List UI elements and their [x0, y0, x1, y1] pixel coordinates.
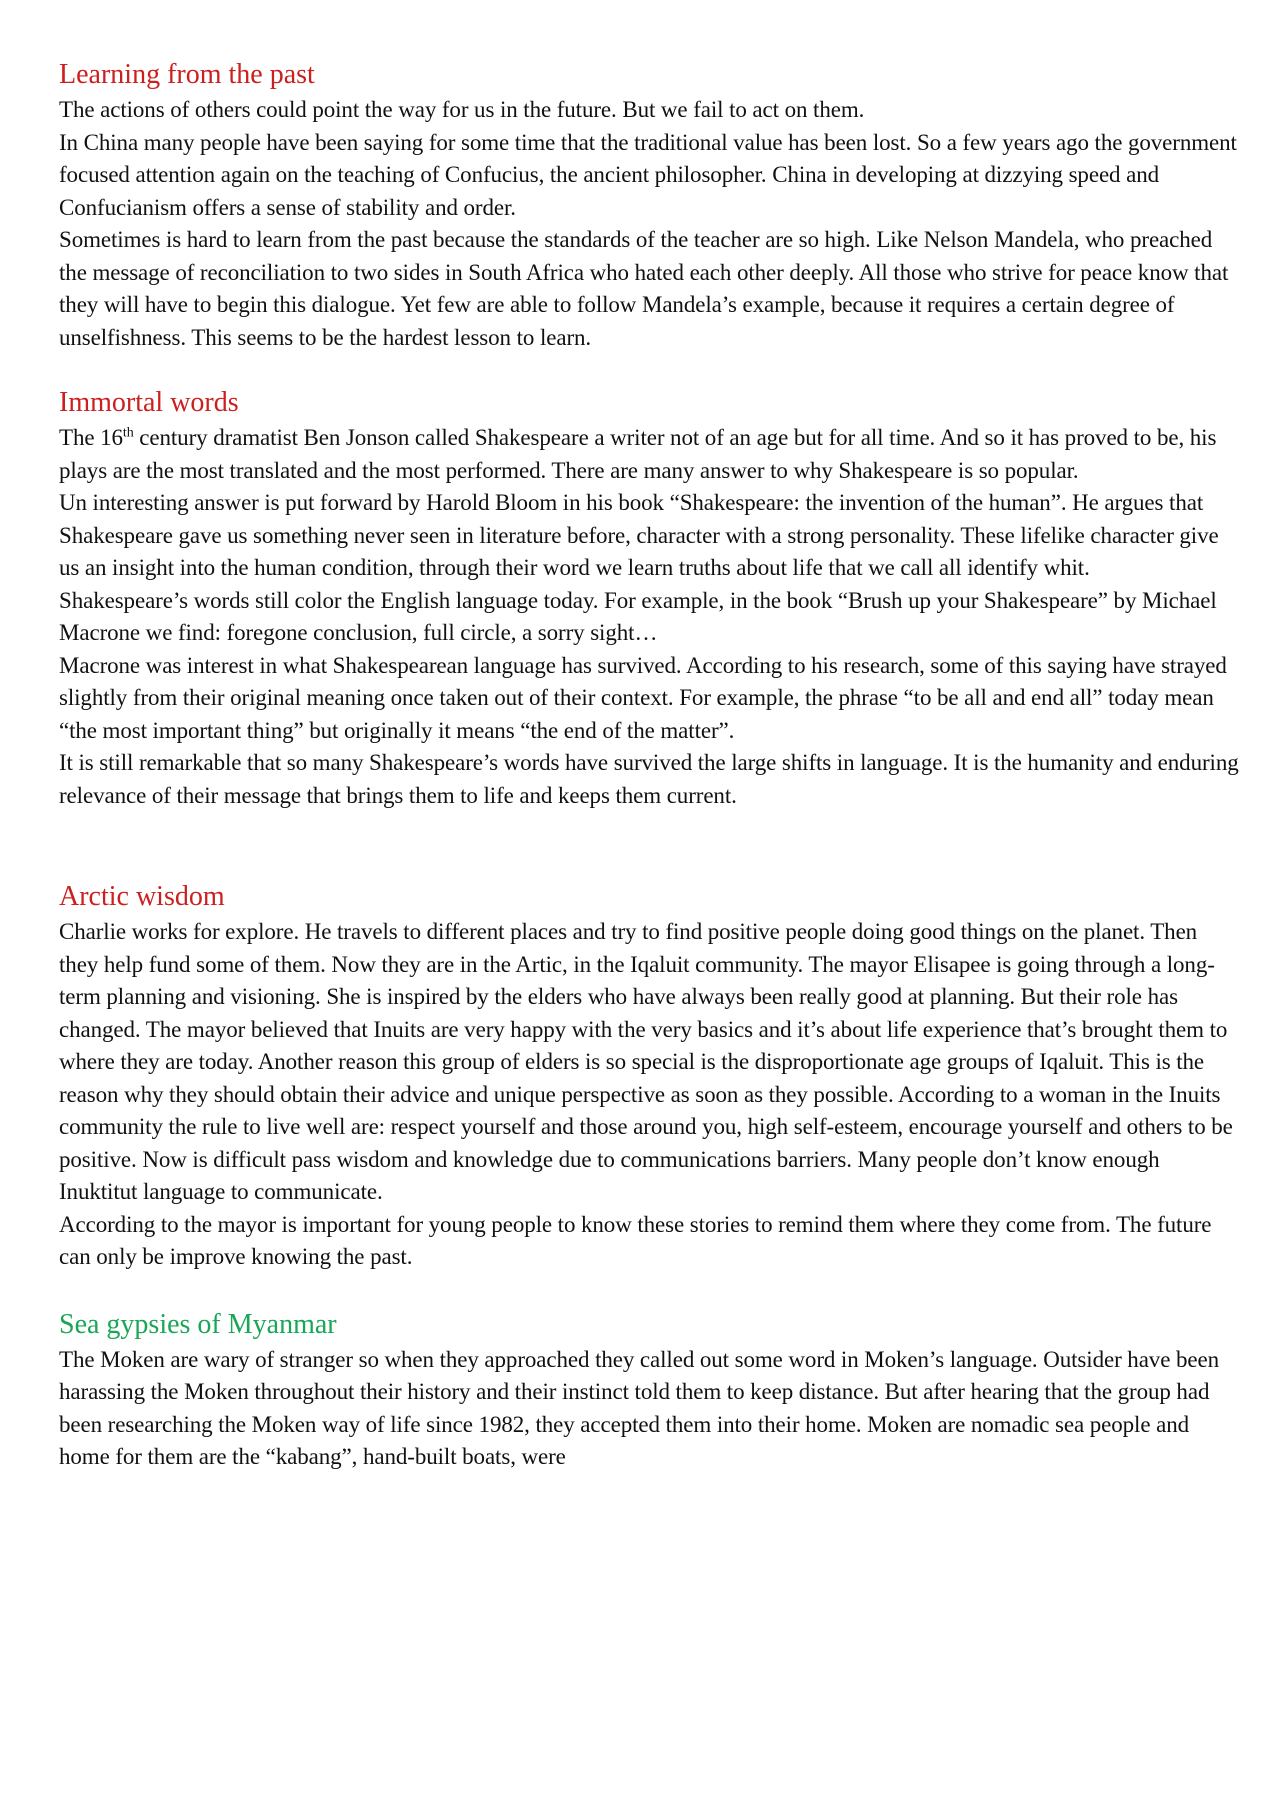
section-arctic-wisdom: [59, 878, 1239, 1274]
section-heading: Arctic wisdom: [59, 881, 225, 912]
section-heading: Immortal words: [59, 387, 239, 418]
section-heading: Sea gypsies of Myanmar: [59, 1308, 337, 1340]
section-heading: Learning from the past: [59, 59, 315, 90]
document-page: [59, 56, 1239, 1474]
section-sea-gypsies-of-myanmar: [59, 1306, 1239, 1474]
paragraph: Shakespeare’s words still color the English language today. For example, in the book “Brush up your Shakespeare” by Michael Macrone we find: foregone conclusion, full circle, a sorry sight…: [59, 587, 1217, 645]
paragraph: Un interesting answer is put forward by Harold Bloom in his book “Shakespeare: the invention of the human”. He argues that Shakespeare gave us something never seen in literature before, character with a strong personality. These lifelike character give us an insight into the human condition, through their word we learn truths about life that we call all identify whit.: [59, 490, 1219, 580]
paragraph: The Moken are wary of stranger so when they approached they called out some word in Moken’s language. Outsider have been harassing the Moken throughout their history and their instinct told them to keep distance. But after hearing that the group had been researching the Moken way of life since 1982, they accepted them into their home. Moken are nomadic sea people and home for them are the “kabang”, hand-built boats, were: [59, 1346, 1219, 1469]
paragraph: [59, 422, 1239, 487]
paragraph: The actions of others could point the way for us in the future. But we fail to act on them.: [59, 97, 865, 122]
paragraph: Macrone was interest in what Shakespearean language has survived. According to his research, some of this saying have strayed slightly from their original meaning once taken out of their context. For example, the phrase “to be all and end all” today mean “the most important thing” but originally it means “the end of the matter”.: [59, 652, 1227, 743]
paragraph: According to the mayor is important for young people to know these stories to remind them where they come from. The future can only be improve knowing the past.: [59, 1211, 1212, 1269]
paragraph-text: century dramatist Ben Jonson called Shakespeare a writer not of an age but for all time. And so it has proved to be, his plays are the most translated and the most performed. There are many answer to why Shakespeare is so popular.: [59, 425, 1217, 483]
paragraph: Sometimes is hard to learn from the past because the standards of the teacher are so high. Like Nelson Mandela, who preached the message of reconciliation to two sides in South Africa who hated each other deeply. All those who strive for peace know that they will have to begin this dialogue. Yet few are able to follow Mandela’s example, because it requires a certain degree of unselfishness. This seems to be the hardest lesson to learn.: [59, 227, 1229, 350]
section-immortal-words: [59, 384, 1239, 812]
superscript: th: [122, 425, 134, 441]
section-learning-from-the-past: [59, 56, 1239, 354]
paragraph: It is still remarkable that so many Shakespeare’s words have survived the large shifts in language. It is the humanity and enduring relevance of their message that brings them to life and keeps them current.: [59, 750, 1239, 808]
paragraph-text: The 16: [59, 425, 123, 450]
paragraph: In China many people have been saying for some time that the traditional value has been lost. So a few years ago the government focused attention again on the teaching of Confucius, the ancient philosopher. China in developing at dizzying speed and Confucianism offers a sense of stability and order.: [59, 129, 1237, 220]
paragraph: Charlie works for explore. He travels to different places and try to find positive people doing good things on the planet. Then they help fund some of them. Now they are in the Artic, in the Iqaluit community. The mayor Elisapee is going through a long-term planning and visioning. She is inspired by the elders who have always been really good at planning. But their role has changed. The mayor believed that Inuits are very happy with the very basics and it’s about life experience that’s brought them to where they are today. Another reason this group of elders is so special is the disproportionate age groups of Iqaluit. This is the reason why they should obtain their advice and unique perspective as soon as they possible. According to a woman in the Inuits community the rule to live well are: respect yourself and those around you, high self-esteem, encourage yourself and others to be positive. Now is difficult pass wisdom and knowledge due to communications barriers. Many people don’t know enough Inuktitut language to communicate.: [59, 919, 1233, 1204]
